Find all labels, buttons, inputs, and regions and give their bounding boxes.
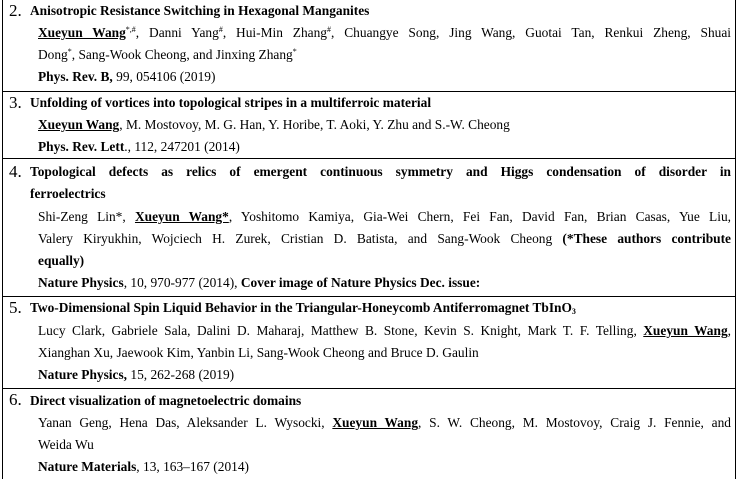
publication-entry-4	[3, 158, 735, 297]
journal-name: Nature Physics	[38, 275, 124, 290]
entry-title: Anisotropic Resistance Switching in Hexagonal Manganites	[30, 3, 370, 18]
equal-contribution-note-end: equally)	[38, 253, 85, 268]
entry-authors-line-2	[38, 231, 731, 247]
entry-title	[30, 300, 576, 316]
author-text: , M. Mostovoy, M. G. Han, Y. Horibe, T. Aoki, Y. Zhu and S.-W. Cheong	[119, 117, 510, 132]
citation-details: 99, 054106 (2019)	[112, 69, 216, 84]
entry-number: 6.	[9, 390, 22, 409]
entry-number: 5.	[9, 298, 22, 317]
entry-title: Direct visualization of magnetoelectric domains	[30, 393, 302, 408]
author-text: Valery Kiryukhin, Wojciech H. Zurek, Cristian D. Batista, and Sang-Wook Cheong	[38, 231, 553, 246]
journal-name: Nature Physics,	[38, 367, 128, 382]
entry-number: 3.	[9, 93, 22, 112]
author-mark: #	[218, 25, 223, 34]
highlighted-author: Xueyun Wang	[643, 323, 728, 338]
entry-authors	[38, 117, 510, 133]
highlighted-author: Xueyun Wang	[38, 25, 126, 40]
title-text: Two-Dimensional Spin Liquid Behavior in the Triangular-Honeycomb Antiferromagnet TbInO	[30, 300, 572, 315]
author-text: , Danni Yang	[135, 25, 219, 40]
author-mark: *	[67, 47, 72, 56]
citation-details: 15, 262-268 (2019)	[127, 367, 235, 382]
entry-citation	[38, 69, 215, 85]
highlighted-author: Xueyun Wang*	[134, 209, 229, 224]
journal-name: Phys. Rev. B,	[38, 69, 113, 84]
entry-authors-line-1	[38, 415, 731, 431]
author-text: , Sang-Wook Cheong, and Jinxing Zhang	[71, 47, 293, 62]
publication-entry-5	[3, 296, 735, 389]
publication-list	[2, 0, 736, 479]
author-text: Dong	[38, 47, 68, 62]
author-text: , Hui-Min Zhang	[222, 25, 328, 40]
highlighted-author: Xueyun Wang	[38, 117, 120, 132]
entry-authors-line-1	[38, 25, 731, 41]
author-text: ,	[727, 323, 731, 338]
entry-authors-line-2	[38, 47, 297, 63]
highlighted-author: Xueyun Wang	[332, 415, 419, 430]
citation-details: , 10, 970-977 (2014),	[123, 275, 241, 290]
author-text: , S. W. Cheong, M. Mostovoy, Craig J. Fennie, and	[418, 415, 731, 430]
entry-authors-line-2: Weida Wu	[38, 437, 94, 452]
author-text: Lucy Clark, Gabriele Sala, Dalini D. Maharaj, Matthew B. Stone, Kevin S. Knight, Mark T. F. Telling,	[38, 323, 644, 338]
publication-entry-6	[3, 388, 735, 479]
entry-number: 2.	[9, 1, 22, 20]
author-mark: *	[292, 47, 297, 56]
publication-entry-3	[3, 91, 735, 159]
entry-citation	[38, 275, 480, 291]
journal-name: Phys. Rev. Lett	[38, 139, 125, 154]
equal-contribution-note: (*These authors contribute	[552, 231, 731, 246]
entry-title-line-1: Topological defects as relics of emergent continuous symmetry and Higgs condensation of disorder in	[30, 164, 731, 179]
entry-title: Unfolding of vortices into topological stripes in a multiferroic material	[30, 95, 432, 110]
entry-title-line-2: ferroelectrics	[30, 186, 106, 201]
publication-entry-2	[3, 0, 735, 92]
entry-authors-line-1	[38, 323, 731, 339]
journal-name: Nature Materials	[38, 459, 137, 474]
author-text: , Yoshitomo Kamiya, Gia-Wei Chern, Fei Fan, David Fan, Brian Casas, Yue Liu,	[228, 209, 731, 224]
author-mark: *,#	[125, 25, 136, 34]
author-text: Shi-Zeng Lin*,	[38, 209, 135, 224]
citation-details: ., 112, 247201 (2014)	[124, 139, 240, 154]
entry-citation	[38, 139, 240, 155]
entry-citation	[38, 367, 234, 383]
author-text: , Chuangye Song, Jing Wang, Guotai Tan, Renkui Zheng, Shuai	[331, 25, 732, 40]
cover-image-note: Cover image of Nature Physics Dec. issue:	[240, 275, 481, 290]
entry-authors-line-1	[38, 209, 731, 225]
author-text: Yanan Geng, Hena Das, Aleksander L. Wysocki,	[38, 415, 333, 430]
entry-number: 4.	[9, 162, 22, 181]
entry-citation	[38, 459, 249, 475]
title-subscript: 3	[571, 307, 576, 316]
citation-details: , 13, 163–167 (2014)	[136, 459, 249, 474]
author-mark: #	[327, 25, 332, 34]
entry-authors-line-2: Xianghan Xu, Jaewook Kim, Yanbin Li, Sang-Wook Cheong and Bruce D. Gaulin	[38, 345, 479, 360]
